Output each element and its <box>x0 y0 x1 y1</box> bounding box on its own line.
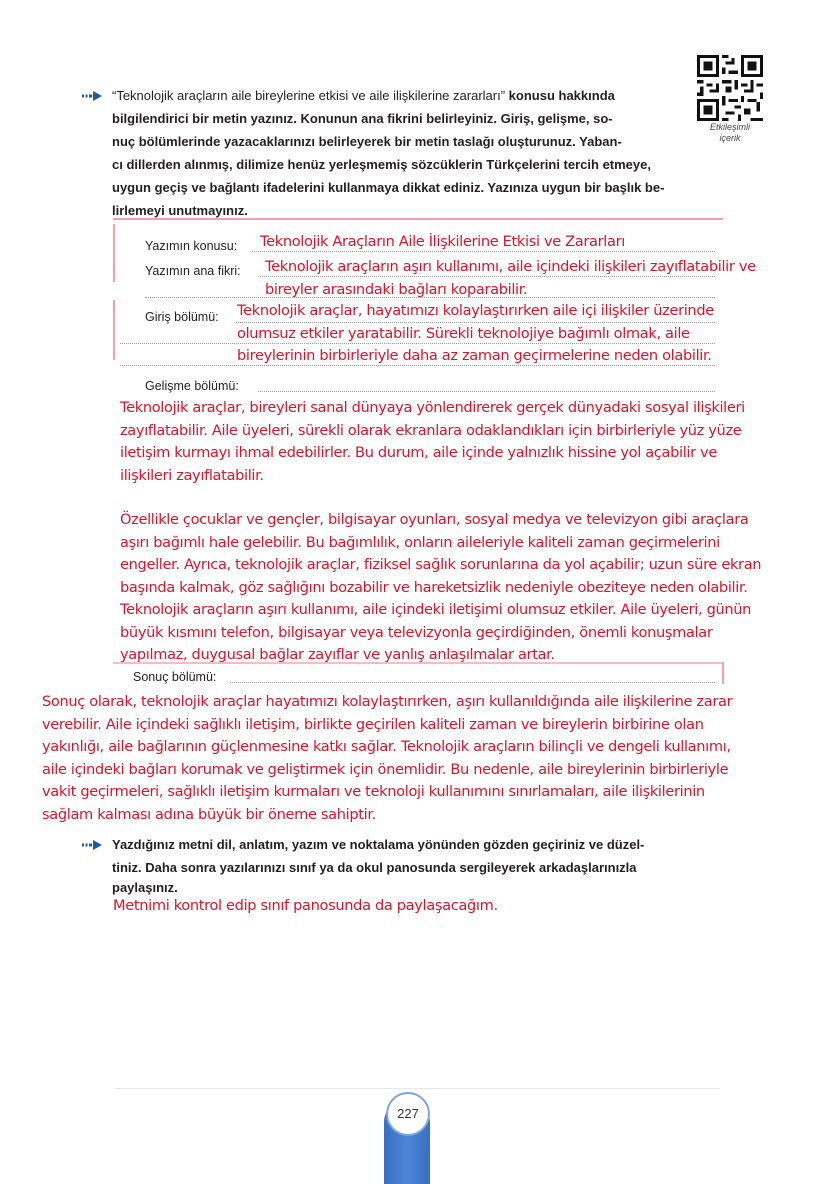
task1-bold-tail: konusu hakkında <box>508 88 615 103</box>
answer-line-text: Özellikle çocuklar ve gençler, bilgisayar oyunları, sosyal medya ve televizyon gibi araçlara <box>120 511 749 528</box>
form-top-rule <box>113 218 723 220</box>
qr-caption-line: içerik <box>719 133 741 143</box>
answer-line-text: aile içindeki bağları korumak ve geliştirmek için önemlidir. Bu nedenle, aile bireylerinin birbirleriyle <box>42 760 729 778</box>
answer-development-p1 <box>120 397 745 487</box>
task1-line: bilgilendirici bir metin yazınız. Konunun ana fikrini belirleyiniz. Giriş, gelişme, so- <box>112 111 613 126</box>
answer-line-text: sağlam kalması adına büyük bir öneme sahiptir. <box>42 805 376 823</box>
answer-line-text: yapılmaz, duygusal bağlar zayıflar ve yanlış anlaşılmalar artar. <box>120 646 555 663</box>
answer-main-idea <box>265 256 756 301</box>
margin-mark <box>113 300 115 360</box>
intro-label: Giriş bölümü: <box>145 310 219 324</box>
task2-line: Yazdığınız metni dil, anlatım, yazım ve noktalama yönünden gözden geçiriniz ve düzel- <box>112 837 645 852</box>
answer-line-text: verebilir. Aile içindeki sağlıklı iletişim, birlikte geçirilen kaliteli zaman ve bireylerin birbirine olan <box>42 715 704 733</box>
qr-caption <box>700 122 760 144</box>
answer-line-text: Sonuç olarak, teknolojik araçlar hayatımızı kolaylaştırırken, aşırı kullanıldığında aile ilişkilerine zarar <box>42 693 733 710</box>
bullet-arrow-icon <box>82 91 102 101</box>
answer-line-text: bireyler arasındaki bağları koparabilir. <box>265 280 528 298</box>
answer-intro <box>237 300 714 368</box>
answer-line-text: ilişkileri zayıflatabilir. <box>120 466 264 484</box>
task2-line: tiniz. Daha sonra yazılarınızı sınıf ya da okul panosunda sergileyerek arkadaşlarınızla <box>112 860 637 875</box>
answer-line-text: büyük kısmını telefon, bilgisayar veya televizyonla geçirdiğinden, önemli konuşmalar <box>120 623 713 641</box>
qr-caption-line: Etkileşimli <box>709 122 750 132</box>
answer-line-text: olumsuz etkiler yaratabilir. Sürekli teknolojiye bağımlı olmak, aile <box>237 324 690 342</box>
task2-line: paylaşınız. <box>112 880 178 895</box>
answer-line-text: Teknolojik araçlar, hayatımızı kolaylaştırırken aile içi ilişkiler üzerinde <box>237 302 714 319</box>
answer-line-text: başında kalmak, göz sağlığını bozabilir ve hareketsizlik nedeniyle obeziteye neden olabilir. <box>120 578 748 596</box>
development-label: Gelişme bölümü: <box>145 379 239 393</box>
page-number: 227 <box>386 1092 430 1136</box>
answer-line-text: iletişim kurmayı ihmal edebilirler. Bu durum, aile içinde yalnızlık hissine yol açabilir ve <box>120 444 717 461</box>
task1-quote: “Teknolojik araçların aile bireylerine etkisi ve aile ilişkilerine zararları” <box>112 88 506 103</box>
answer-development-p2 <box>120 509 761 667</box>
answer-line-text: Teknolojik araçların aşırı kullanımı, aile içindeki ilişkileri zayıflatabilir ve <box>265 258 756 275</box>
answer-conclusion <box>42 691 732 826</box>
margin-mark <box>113 224 115 282</box>
answer-line-text: zayıflatabilir. Aile üyeleri, sürekli olarak ekranlara odaklandıkları için birbirleriyle yüz yüze <box>120 421 742 439</box>
task1-line: lirlemeyi unutmayınız. <box>112 203 248 218</box>
answer-line-text: vakit geçirmeleri, sağlıklı iletişim kurmaları ve teknoloji kullanımını sınırlamaları, aile ilişkilerinin <box>42 783 705 800</box>
task2-instruction <box>112 833 727 897</box>
task1-line: uygun geçiş ve bağlantı ifadelerini kullanmaya dikkat ediniz. Yazınıza uygun bir başlık be- <box>112 180 665 195</box>
qr-code-icon[interactable] <box>697 55 763 121</box>
task1-line: nuç bölümlerinde yazacaklarınızı belirleyerek bir metin taslağı oluşturunuz. Yaban- <box>112 134 622 149</box>
answer-line-text: Teknolojik araçların aşırı kullanımı, aile içindeki iletişimi olumsuz etkiler. Aile üyeleri, günün <box>120 601 752 618</box>
answer-task2: Metnimi kontrol edip sınıf panosunda da paylaşacağım. <box>113 897 498 914</box>
answer-topic: Teknolojik Araçların Aile İlişkilerine Etkisi ve Zararları <box>260 233 625 250</box>
task1-instruction <box>112 84 680 222</box>
answer-line-text: Teknolojik araçlar, bireyleri sanal dünyaya yönlendirerek gerçek dünyadaki sosyal ilişkileri <box>120 399 745 416</box>
answer-line <box>258 391 715 392</box>
conclusion-label: Sonuç bölümü: <box>133 670 217 684</box>
main-idea-label: Yazımın ana fikri: <box>145 264 241 278</box>
answer-line-text: engeller. Ayrıca, teknolojik araçlar, fiziksel sağlık sorunlarına da yol açabilir; uzun süre ekran <box>120 556 762 573</box>
answer-line-text: bireylerinin birbirleriyle daha az zaman geçirmelerine neden olabilir. <box>237 347 712 364</box>
task1-line: cı dillerden alınmış, dilimize henüz yerleşmemiş sözcüklerin Türkçelerini tercih etmeye, <box>112 157 651 172</box>
footer-rule <box>115 1088 720 1089</box>
answer-line <box>230 682 715 683</box>
answer-line-text: aşırı bağımlı hale gelebilir. Bu bağımlılık, onların aileleriyle kaliteli zaman geçirmelerini <box>120 533 720 551</box>
topic-label: Yazımın konusu: <box>145 239 238 253</box>
bullet-arrow-icon <box>82 840 102 850</box>
answer-line-text: yakınlığı, aile bağlarının güçlenmesine katkı sağlar. Teknolojik araçların bilinçli ve dengeli kullanımı, <box>42 738 731 755</box>
